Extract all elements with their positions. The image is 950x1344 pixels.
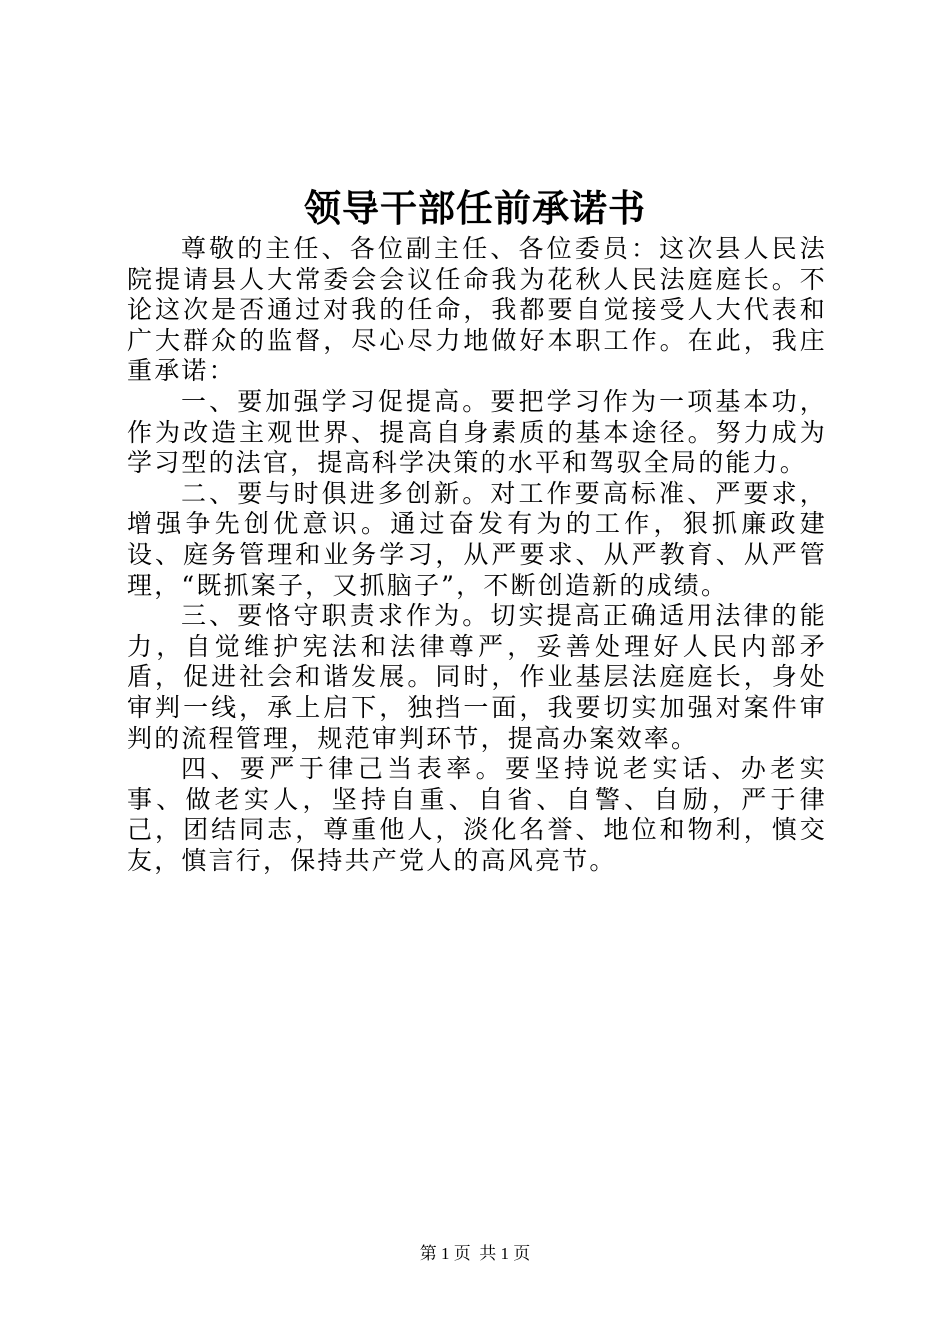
document-title: 领导干部任前承诺书 bbox=[304, 186, 646, 230]
page-number-label: 第 1 页 共 1 页 bbox=[419, 1244, 531, 1263]
paragraph-commitment-3: 三、要恪守职责求作为。切实提高正确适用法律的能力，自觉维护宪法和法律尊严，妥善处理好人民内部矛盾，促进社会和谐发展。同时，作业基层法庭庭长，身处审判一线，承上启下，独挡一面，我要切实加强对案件审判的流程管理，规范审判环节，提高办案效率。 bbox=[127, 601, 827, 753]
paragraph-commitment-2: 二、要与时俱进多创新。对工作要高标准、严要求，增强争先创优意识。通过奋发有为的工作，狠抓廉政建设、庭务管理和业务学习，从严要求、从严教育、从严管理，“既抓案子，又抓脑子”，不断创造新的成绩。 bbox=[127, 478, 827, 600]
paragraph-commitment-1: 一、要加强学习促提高。要把学习作为一项基本功，作为改造主观世界、提高自身素质的基本途径。努力成为学习型的法官，提高科学决策的水平和驾驭全局的能力。 bbox=[127, 386, 827, 478]
page-footer bbox=[0, 1243, 950, 1265]
document-body bbox=[127, 234, 827, 876]
paragraph-opening: 尊敬的主任、各位副主任、各位委员：这次县人民法院提请县人大常委会会议任命我为花秋人民法庭庭长。不论这次是否通过对我的任命，我都要自觉接受人大代表和广大群众的监督，尽心尽力地做好本职工作。在此，我庄重承诺： bbox=[127, 234, 827, 386]
paragraph-commitment-4: 四、要严于律己当表率。要坚持说老实话、办老实事、做老实人，坚持自重、自省、自警、自励，严于律己，团结同志，尊重他人，淡化名誉、地位和物利，慎交友，慎言行，保持共产党人的高风亮节。 bbox=[127, 754, 827, 875]
